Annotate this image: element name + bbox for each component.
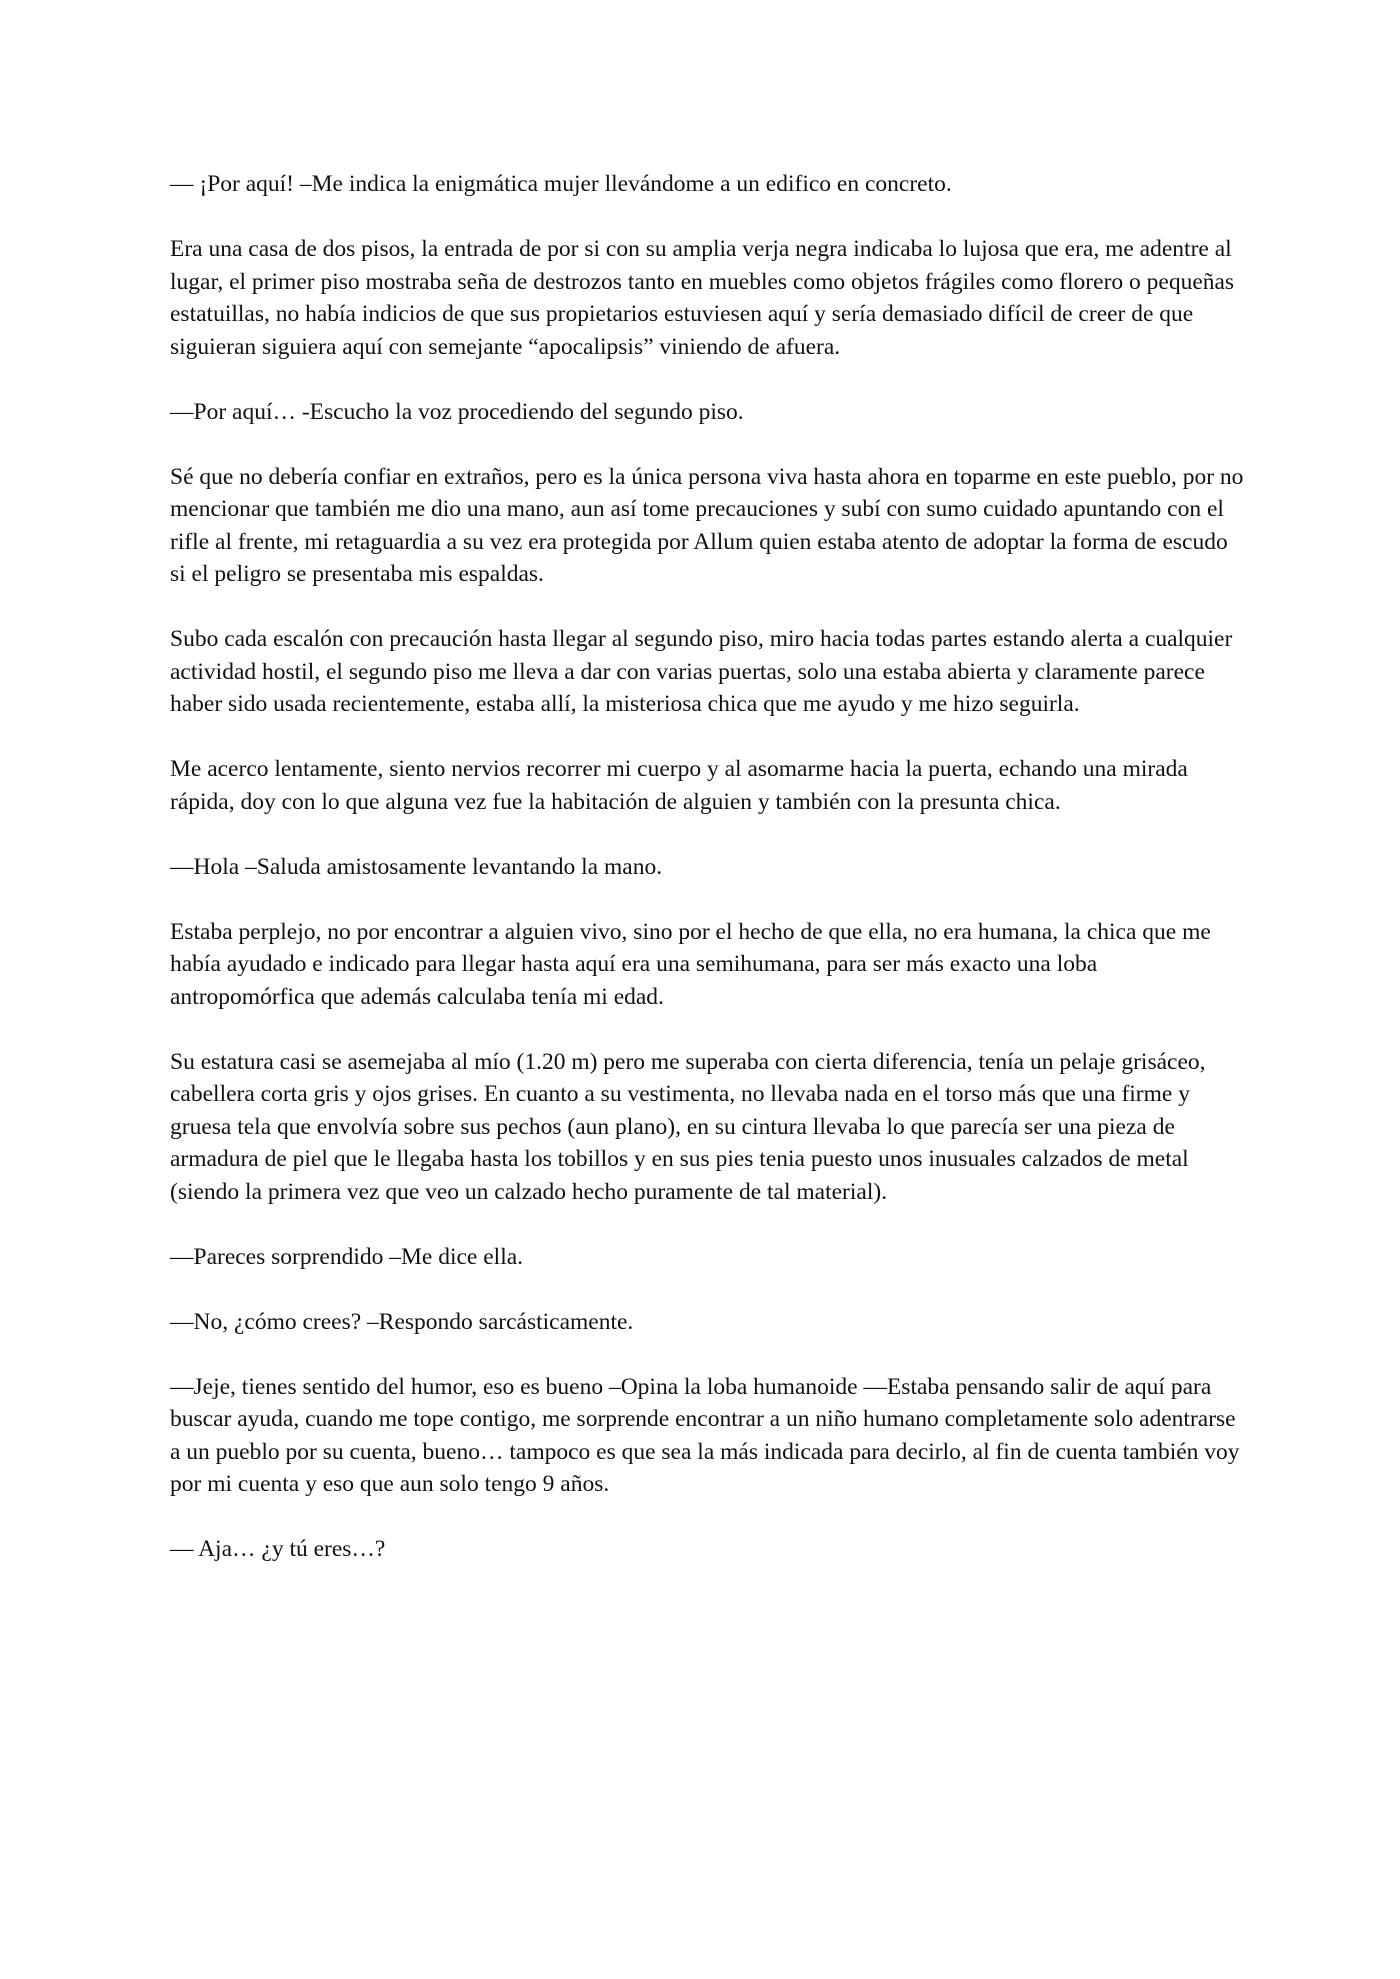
body-text xyxy=(170,168,1245,1566)
paragraph-10: —Pareces sorprendido –Me dice ella. xyxy=(170,1243,524,1270)
paragraph-12: —Jeje, tienes sentido del humor, eso es bueno –Opina la loba humanoide —Estaba pensando salir de aquí para buscar ayuda, cuando me tope contigo, me sorprende encontrar a un niño humano completamente solo adentrarse a un pueblo por su cuenta, bueno… tampoco es que sea la más indicada para decirlo, al fin de cuenta también voy por mi cuenta y eso que aun solo tengo 9 años. xyxy=(170,1373,1240,1497)
paragraph-2: Era una casa de dos pisos, la entrada de por si con su amplia verja negra indicaba lo lujosa que era, me adentre al lugar, el primer piso mostraba seña de destrozos tanto en muebles como objetos frágiles como florero o pequeñas estatuillas, no había indicios de que sus propietarios estuviesen aquí y sería demasiado difícil de creer de que siguieran siguiera aquí con semejante “apocalipsis” viniendo de afuera. xyxy=(170,236,1235,360)
paragraph-8: Estaba perplejo, no por encontrar a alguien vivo, sino por el hecho de que ella, no era humana, la chica que me había ayudado e indicado para llegar hasta aquí era una semihumana, para ser más exacto una loba antropomórfica que además calculaba tenía mi edad. xyxy=(170,918,1211,1010)
paragraph-1: — ¡Por aquí! –Me indica la enigmática mujer llevándome a un edifico en concreto. xyxy=(170,171,952,197)
paragraph-5: Subo cada escalón con precaución hasta llegar al segundo piso, miro hacia todas partes estando alerta a cualquier actividad hostil, el segundo piso me lleva a dar con varias puertas, solo una estaba abierta y claramente parece haber sido usada recientemente, estaba allí, la misteriosa chica que me ayudo y me hizo seguirla. xyxy=(170,626,1233,717)
paragraph-13: — Aja… ¿y tú eres…? xyxy=(170,1536,386,1562)
paragraph-9: Su estatura casi se asemejaba al mío (1.20 m) pero me superaba con cierta diferencia, tenía un pelaje grisáceo, cabellera corta gris y ojos grises. En cuanto a su vestimenta, no llevaba nada en el torso más que una firme y gruesa tela que envolvía sobre sus pechos (aun plano), en su cintura llevaba lo que parecía ser una pieza de armadura de piel que le llegaba hasta los tobillos y en sus pies tenia puesto unos inusuales calzados de metal (siendo la primera vez que veo un calzado hecho puramente de tal material). xyxy=(170,1048,1206,1205)
paragraph-6: Me acerco lentamente, siento nervios recorrer mi cuerpo y al asomarme hacia la puerta, echando una mirada rápida, doy con lo que alguna vez fue la habitación de alguien y también con la presunta chica. xyxy=(170,756,1188,815)
paragraph-7: —Hola –Saluda amistosamente levantando la mano. xyxy=(170,853,663,880)
paragraph-4: Sé que no debería confiar en extraños, pero es la única persona viva hasta ahora en toparme en este pueblo, por no mencionar que también me dio una mano, aun así tome precauciones y subí con sumo cuidado apuntando con el rifle al frente, mi retaguardia a su vez era protegida por Allum quien estaba atento de adoptar la forma de escudo si el peligro se presentaba mis espaldas. xyxy=(170,463,1244,587)
paragraph-11: —No, ¿cómo crees? –Respondo sarcásticamente. xyxy=(170,1308,634,1335)
paragraph-3: —Por aquí… -Escucho la voz procediendo del segundo piso. xyxy=(170,398,744,425)
